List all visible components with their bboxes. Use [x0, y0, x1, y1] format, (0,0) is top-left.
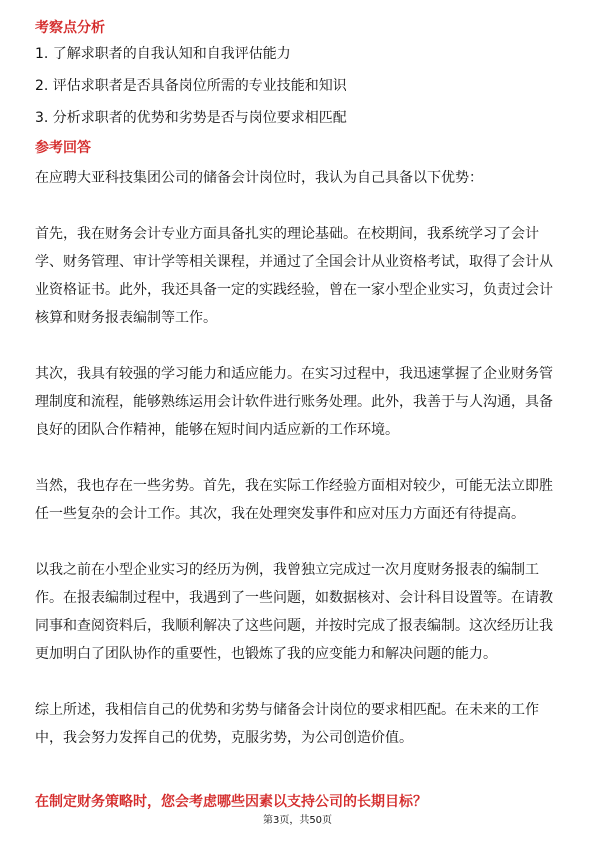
analysis-item-3: 3. 分析求职者的优势和劣势是否与岗位要求相匹配 — [35, 110, 347, 126]
analysis-list — [35, 44, 560, 128]
answer-paragraph-2: 其次，我具有较强的学习能力和适应能力。在实习过程中，我迅速掌握了企业财务管理制度和流程，能够熟练运用会计软件进行账务处理。此外，我善于与人沟通，具备良好的团队合作精神，能够在短时间内适应新的工作环境。 — [35, 366, 553, 438]
page-number: 第3页，共50页 — [262, 815, 333, 826]
answer-intro: 在应聘大亚科技集团公司的储备会计岗位时，我认为自己具备以下优势： — [35, 170, 483, 186]
next-question: 在制定财务策略时，您会考虑哪些因素以支持公司的长期目标？ — [35, 794, 427, 810]
answer-paragraph-5: 综上所述，我相信自己的优势和劣势与储备会计岗位的要求相匹配。在未来的工作中，我会努力发挥自己的优势，克服劣势，为公司创造价值。 — [35, 702, 539, 746]
answer-paragraph-1: 首先，我在财务会计专业方面具备扎实的理论基础。在校期间，我系统学习了会计学、财务管理、审计学等相关课程，并通过了全国会计从业资格考试，取得了会计从业资格证书。此外，我还具备一定的实践经验，曾在一家小型企业实习，负责过会计核算和财务报表编制等工作。 — [35, 226, 553, 326]
answer-title: 参考回答 — [35, 140, 91, 156]
document-page — [35, 18, 560, 780]
analysis-item-2: 2. 评估求职者是否具备岗位所需的专业技能和知识 — [35, 78, 347, 94]
analysis-title: 考察点分析 — [35, 20, 105, 36]
answer-paragraph-3: 当然，我也存在一些劣势。首先，我在实际工作经验方面相对较少，可能无法立即胜任一些复杂的会计工作。其次，我在处理突发事件和应对压力方面还有待提高。 — [35, 478, 553, 522]
answer-paragraph-4: 以我之前在小型企业实习的经历为例，我曾独立完成过一次月度财务报表的编制工作。在报表编制过程中，我遇到了一些问题，如数据核对、会计科目设置等。在请教同事和查阅资料后，我顺利解决了这些问题，并按时完成了报表编制。这次经历让我更加明白了团队协作的重要性，也锻炼了我的应变能力和解决问题的能力。 — [35, 562, 553, 662]
analysis-item-1: 1. 了解求职者的自我认知和自我评估能力 — [35, 46, 291, 62]
